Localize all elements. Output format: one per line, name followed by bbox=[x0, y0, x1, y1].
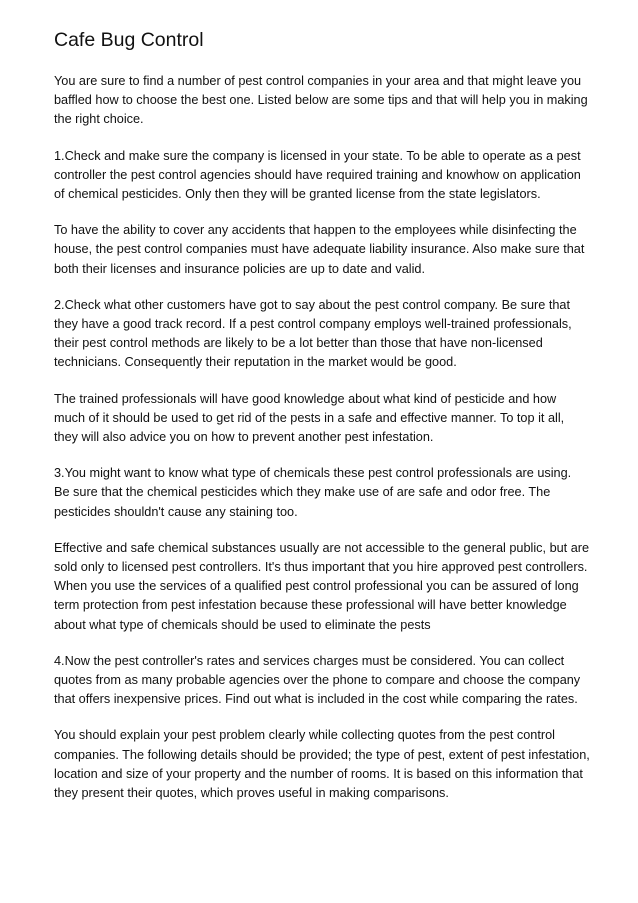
document-title: Cafe Bug Control bbox=[54, 29, 204, 51]
paragraph-trained-professionals: The trained professionals will have good knowledge about what kind of pesticide and how much of it should be used to get rid of the pests in a safe and effective manner. To top it all, they will also advice you on how to prevent another pest infestation. bbox=[54, 391, 565, 445]
paragraph-chemical-substances: Effective and safe chemical substances usually are not accessible to the general public, but are sold only to licensed pest controllers. It's thus important that you hire approved pest controllers. When you use the services of a qualified pest control professional you can be assured of long term protection from pest infestation because these professional will have better knowledge about what type of chemicals should be used to eliminate the pests bbox=[54, 540, 590, 632]
paragraph-quotes: You should explain your pest problem clearly while collecting quotes from the pest control companies. The following details should be provided; the type of pest, extent of pest infestation, location and size of your property and the number of rooms. It is based on this information that they present their quotes, which proves useful in making comparisons. bbox=[54, 728, 590, 801]
paragraph-tip-2: 2.Check what other customers have got to say about the pest control company. Be sure that they have a good track record. If a pest control company employs well-trained professionals, their pest control methods are likely to be a lot better than those that have non-licensed technicians. Consequently their reputation in the market would be good. bbox=[54, 297, 572, 370]
document-page bbox=[54, 28, 590, 820]
paragraph-intro: You are sure to find a number of pest control companies in your area and that might leave you baffled how to choose the best one. Listed below are some tips and that will help you in making the right choice. bbox=[54, 74, 588, 127]
paragraph-tip-4: 4.Now the pest controller's rates and services charges must be considered. You can collect quotes from as many probable agencies over the phone to compare and choose the company that offers inexpensive prices. Find out what is included in the cost while comparing the rates. bbox=[54, 653, 581, 707]
paragraph-tip-3: 3.You might want to know what type of chemicals these pest control professionals are using. Be sure that the chemical pesticides which they make use of are safe and odor free. The pesticides shouldn't cause any staining too. bbox=[54, 466, 572, 519]
paragraph-insurance: To have the ability to cover any accidents that happen to the employees while disinfecting the house, the pest control companies must have adequate liability insurance. Also make sure that both their licenses and insurance policies are up to date and valid. bbox=[54, 223, 585, 276]
paragraph-tip-1: 1.Check and make sure the company is licensed in your state. To be able to operate as a pest controller the pest control agencies should have required training and knowhow on application of chemical pesticides. Only then they will be granted license from the state legislators. bbox=[54, 148, 581, 202]
